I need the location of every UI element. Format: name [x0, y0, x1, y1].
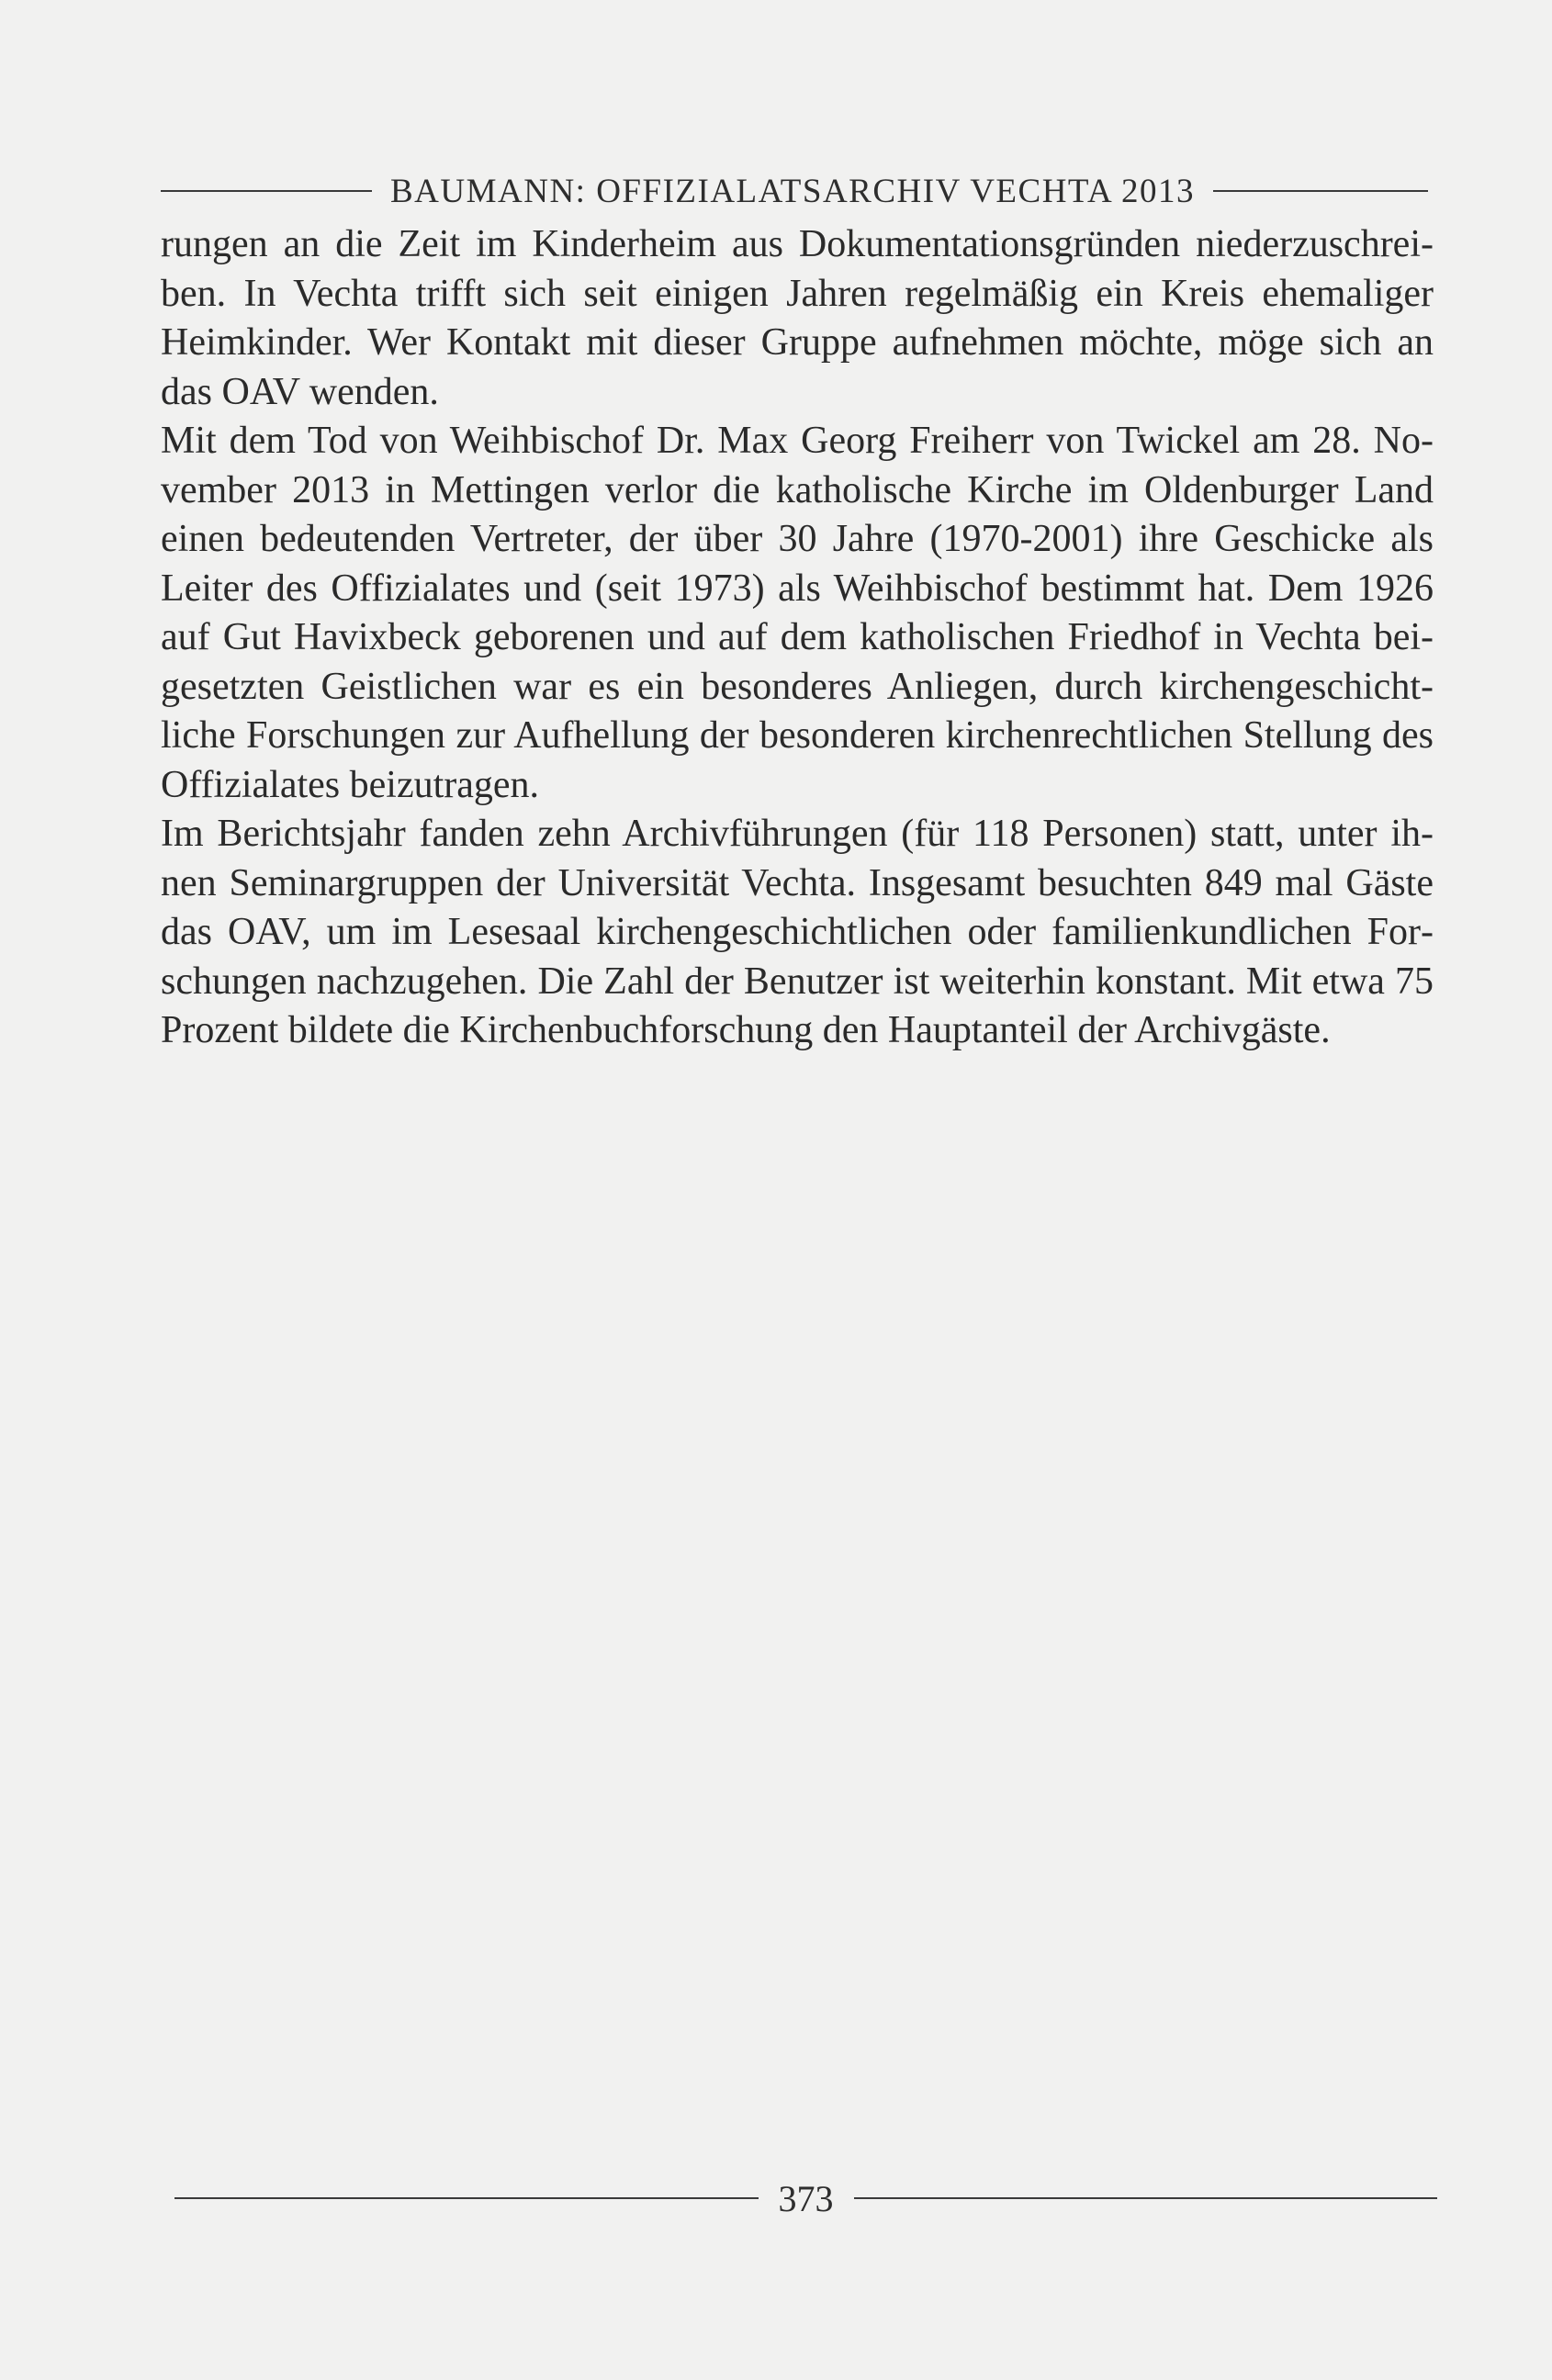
- paragraph: rungen an die Zeit im Kinderheim aus Dokumentationsgründen niederzuschreiben. In Vechta trifft sich seit einigen Jahren regelmäßig ein Kreis ehemaliger Heimkinder. Wer Kontakt mit dieser Gruppe aufnehmen möchte, möge sich an das OAV wenden.: [161, 223, 1434, 413]
- paragraph: Mit dem Tod von Weihbischof Dr. Max Georg Freiherr von Twickel am 28. November 2013 in Mettingen verlor die katholische Kirche im Oldenburger Land einen bedeutenden Vertreter, der über 30 Jahre (1970-2001) ihre Geschicke als Leiter des Offizialates und (seit 1973) als Weihbischof bestimmt hat. Dem 1926 auf Gut Havixbeck geborenen und auf dem katholischen Friedhof in Vechta beigesetzten Geistlichen war es ein besonderes Anliegen, durch kirchengeschichtliche Forschungen zur Aufhellung der besonderen kirchenrechtlichen Stellung des Offizialates beizutragen.: [161, 420, 1434, 806]
- running-header: [161, 163, 1428, 219]
- footer-rule-left: [174, 2197, 759, 2199]
- footer-rule-right: [854, 2197, 1438, 2199]
- body-text: [161, 220, 1434, 1056]
- running-title: BAUMANN: OFFIZIALATSARCHIV VECHTA 2013: [390, 172, 1195, 210]
- header-rule-right: [1213, 190, 1428, 192]
- page-footer: [174, 2171, 1437, 2226]
- header-rule-left: [161, 190, 372, 192]
- paragraph: Im Berichtsjahr fanden zehn Archivführungen (für 118 Personen) statt, unter ihnen Seminargruppen der Universität Vechta. Insgesamt besuchten 849 mal Gäste das OAV, um im Lesesaal kirchengeschichtlichen oder familienkundlichen Forschungen nachzugehen. Die Zahl der Benutzer ist weiterhin konstant. Mit etwa 75 Prozent bildete die Kirchenbuchforschung den Hauptanteil der Archivgäste.: [161, 813, 1434, 1051]
- page-number: 373: [778, 2177, 834, 2219]
